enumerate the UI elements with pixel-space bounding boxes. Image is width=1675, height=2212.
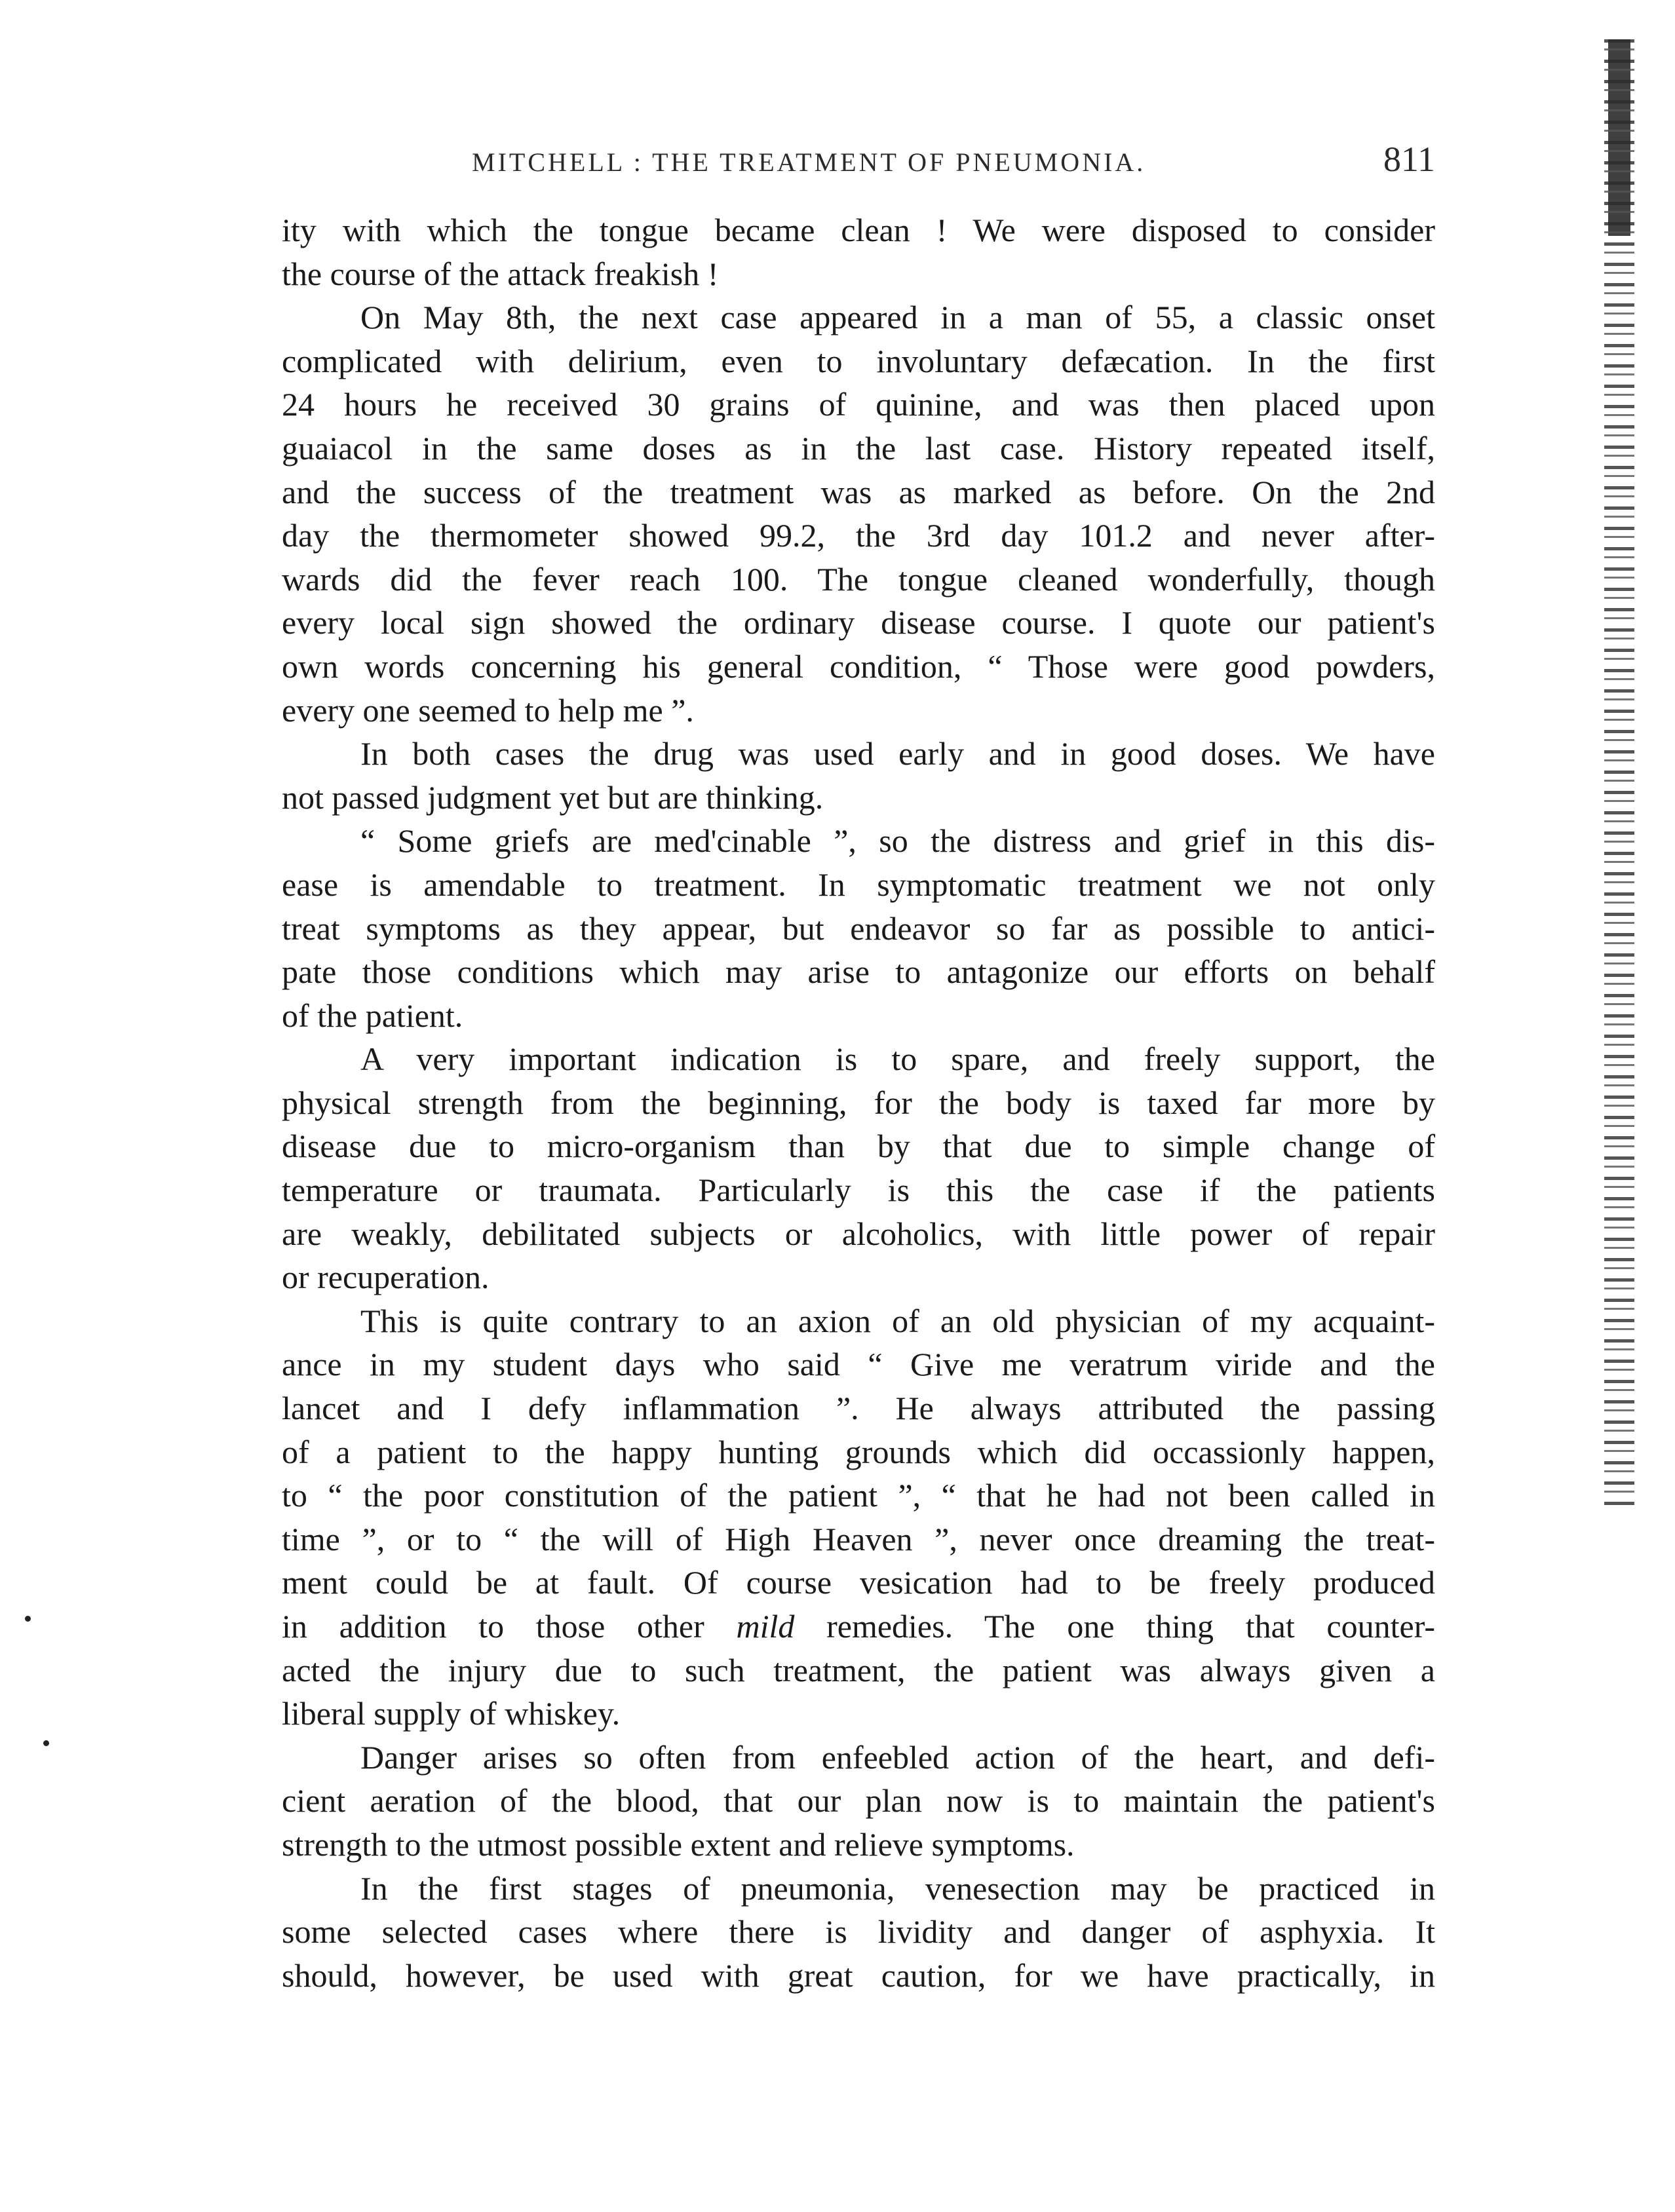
text-line: pate those conditions which may arise to antagonize our efforts on behalf	[282, 953, 1435, 991]
text-line: own words concerning his general condition, “ Those were good powders,	[282, 647, 1435, 685]
binding-edge-shadow	[1604, 39, 1634, 1507]
text-line: are weakly, debilitated subjects or alcoholics, with little power of repair	[282, 1215, 1435, 1252]
text-line: of the patient.	[282, 997, 463, 1034]
text-line: every one seemed to help me ”.	[282, 691, 694, 729]
text-line: acted the injury due to such treatment, the patient was always given a	[282, 1651, 1435, 1688]
text-line: In both cases the drug was used early and in good doses. We have	[360, 735, 1435, 772]
text-line: day the thermometer showed 99.2, the 3rd day 101.2 and never after-	[282, 517, 1435, 554]
text-line: A very important indication is to spare, and freely support, the	[360, 1040, 1435, 1078]
text-line: time ”, or to “ the will of High Heaven ”, never once dreaming the treat-	[282, 1520, 1435, 1557]
text-line: ity with which the tongue became clean ! We were disposed to consider	[282, 212, 1435, 248]
text-line: lancet and I defy inflammation ”. He always attributed the passing	[282, 1390, 1435, 1427]
text-line: and the success of the treatment was as marked as before. On the 2nd	[282, 473, 1435, 510]
italic-word: mild	[736, 1608, 795, 1645]
text-line: to “ the poor constitution of the patient ”, “ that he had not been called in	[282, 1477, 1435, 1514]
text-line: disease due to micro-organism than by that due to simple change of	[282, 1128, 1435, 1165]
text-line: should, however, be used with great caution, for we have practically, in	[282, 1956, 1435, 1994]
text-line: complicated with delirium, even to involuntary defæcation. In the first	[282, 342, 1435, 379]
text-line: treat symptoms as they appear, but endeavor so far as possible to antici-	[282, 909, 1435, 947]
text-line: “ Some griefs are med'cinable ”, so the distress and grief in this dis-	[360, 822, 1435, 860]
text-line: On May 8th, the next case appeared in a man of 55, a classic onset	[360, 299, 1435, 336]
text-line: not passed judgment yet but are thinking.	[282, 778, 824, 816]
text-line: or recuperation.	[282, 1259, 490, 1296]
page-number: 811	[1383, 140, 1435, 179]
text-line: strength to the utmost possible extent and relieve symptoms.	[282, 1825, 1075, 1863]
text-line: every local sign showed the ordinary disease course. I quote our patient's	[282, 604, 1435, 641]
text-line: temperature or traumata. Particularly is this the case if the patients	[282, 1172, 1435, 1209]
text-line: 24 hours he received 30 grains of quinine, and was then placed upon	[282, 386, 1435, 423]
text-line: Danger arises so often from enfeebled action of the heart, and defi-	[360, 1738, 1435, 1776]
text-line: ment could be at fault. Of course vesication had to be freely produced	[282, 1564, 1435, 1601]
text-line: liberal supply of whiskey.	[282, 1695, 621, 1732]
text-line: cient aeration of the blood, that our plan now is to maintain the patient's	[282, 1782, 1435, 1820]
text-line: wards did the fever reach 100. The tongue cleaned wonderfully, though	[282, 560, 1435, 598]
text-line: some selected cases where there is lividity and danger of asphyxia. It	[282, 1913, 1435, 1951]
text-line: in addition to those other mild remedies. The one thing that counter-	[282, 1608, 1436, 1645]
body-text	[282, 208, 1435, 1997]
running-header	[282, 139, 1435, 191]
text-line: ance in my student days who said “ Give me veratrum viride and the	[282, 1346, 1435, 1383]
running-title: MITCHELL : THE TREATMENT OF PNEUMONIA.	[472, 147, 1146, 177]
text-line: of a patient to the happy hunting grounds which did occassionly happen,	[282, 1433, 1435, 1470]
text-line: physical strength from the beginning, for the body is taxed far more by	[282, 1084, 1435, 1121]
text-line: In the first stages of pneumonia, venesection may be practiced in	[360, 1869, 1435, 1907]
text-line: the course of the attack freakish !	[282, 255, 719, 292]
scan-speck	[43, 1740, 49, 1746]
text-line: This is quite contrary to an axion of an old physician of my acquaint-	[360, 1302, 1435, 1339]
text-line: guaiacol in the same doses as in the last case. History repeated itself,	[282, 429, 1435, 467]
text-line: ease is amendable to treatment. In symptomatic treatment we not only	[282, 866, 1435, 903]
scan-speck	[25, 1616, 31, 1622]
